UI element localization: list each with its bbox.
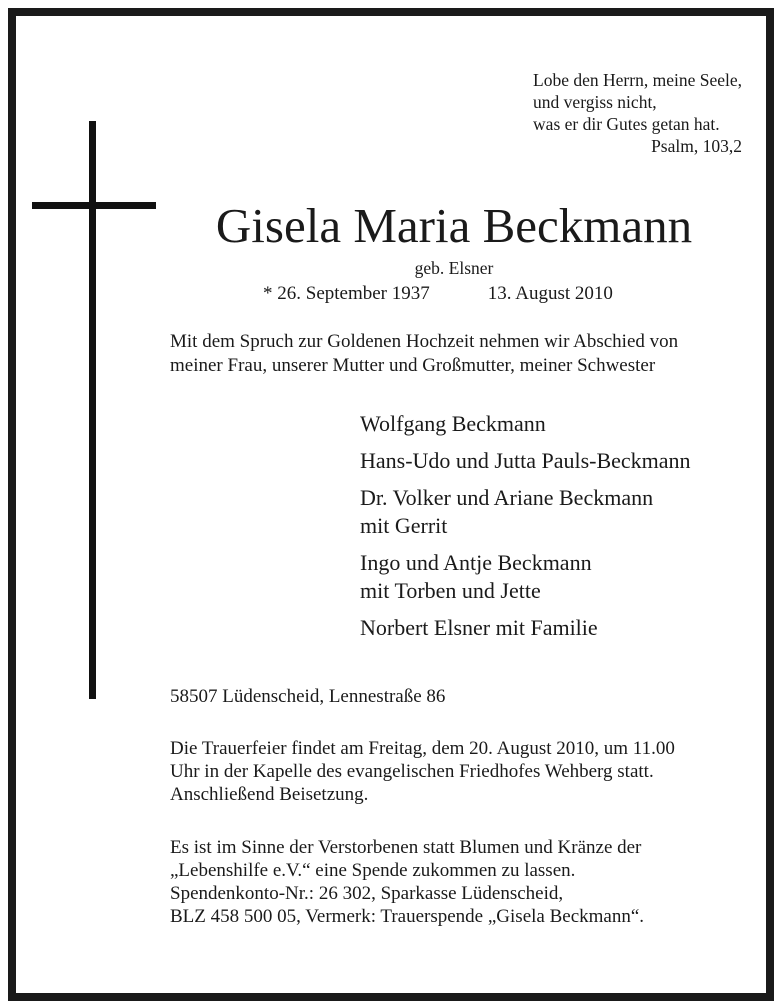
mourner-entry (360, 484, 691, 540)
mourner-entry (360, 410, 691, 438)
family-address: 58507 Lüdenscheid, Lennestraße 86 (170, 686, 446, 707)
psalm-line: was er dir Gutes getan hat. (533, 114, 720, 134)
mourner-line: Dr. Volker und Ariane Beckmann (360, 485, 654, 510)
donation-line: „Lebenshilfe e.V.“ eine Spende zukommen zu lassen. (170, 860, 576, 881)
birth-date: * 26. September 1937 (263, 283, 430, 304)
mourner-entry (360, 447, 691, 475)
mourners-list (360, 410, 691, 651)
farewell-line: Mit dem Spruch zur Goldenen Hochzeit nehmen wir Abschied von (170, 331, 679, 352)
mourner-line: mit Torben und Jette (360, 578, 541, 603)
funeral-service-info (170, 737, 750, 806)
farewell-text (170, 330, 750, 378)
psalm-line: Lobe den Herrn, meine Seele, (533, 70, 742, 90)
cross-horizontal-bar (32, 202, 156, 209)
mourner-line: Norbert Elsner mit Familie (360, 615, 598, 640)
mourner-line: Ingo und Antje Beckmann (360, 550, 592, 575)
donation-line: Es ist im Sinne der Verstorbenen statt Blumen und Kränze der (170, 837, 642, 858)
psalm-quote (533, 69, 742, 157)
maiden-name: geb. Elsner (414, 258, 494, 278)
ceremony-line: Die Trauerfeier findet am Freitag, dem 20. August 2010, um 11.00 (170, 738, 675, 759)
farewell-line: meiner Frau, unserer Mutter und Großmutter, meiner Schwester (170, 355, 656, 376)
donation-info (170, 836, 750, 928)
mourner-line: mit Gerrit (360, 513, 448, 538)
mourner-entry (360, 549, 691, 605)
donation-line: BLZ 458 500 05, Vermerk: Trauerspende „Gisela Beckmann“. (170, 906, 645, 927)
deceased-name: Gisela Maria Beckmann (215, 198, 693, 253)
life-dates (263, 282, 613, 306)
mourner-line: Wolfgang Beckmann (360, 411, 546, 436)
mourner-entry (360, 614, 691, 642)
psalm-reference: Psalm, 103,2 (651, 136, 742, 156)
ceremony-line: Anschließend Beisetzung. (170, 784, 369, 805)
donation-line: Spendenkonto-Nr.: 26 302, Sparkasse Lüdenscheid, (170, 883, 564, 904)
mourner-line: Hans-Udo und Jutta Pauls-Beckmann (360, 448, 691, 473)
ceremony-line: Uhr in der Kapelle des evangelischen Friedhofes Wehberg statt. (170, 761, 654, 782)
death-date: 13. August 2010 (487, 283, 613, 304)
psalm-line: und vergiss nicht, (533, 92, 657, 112)
